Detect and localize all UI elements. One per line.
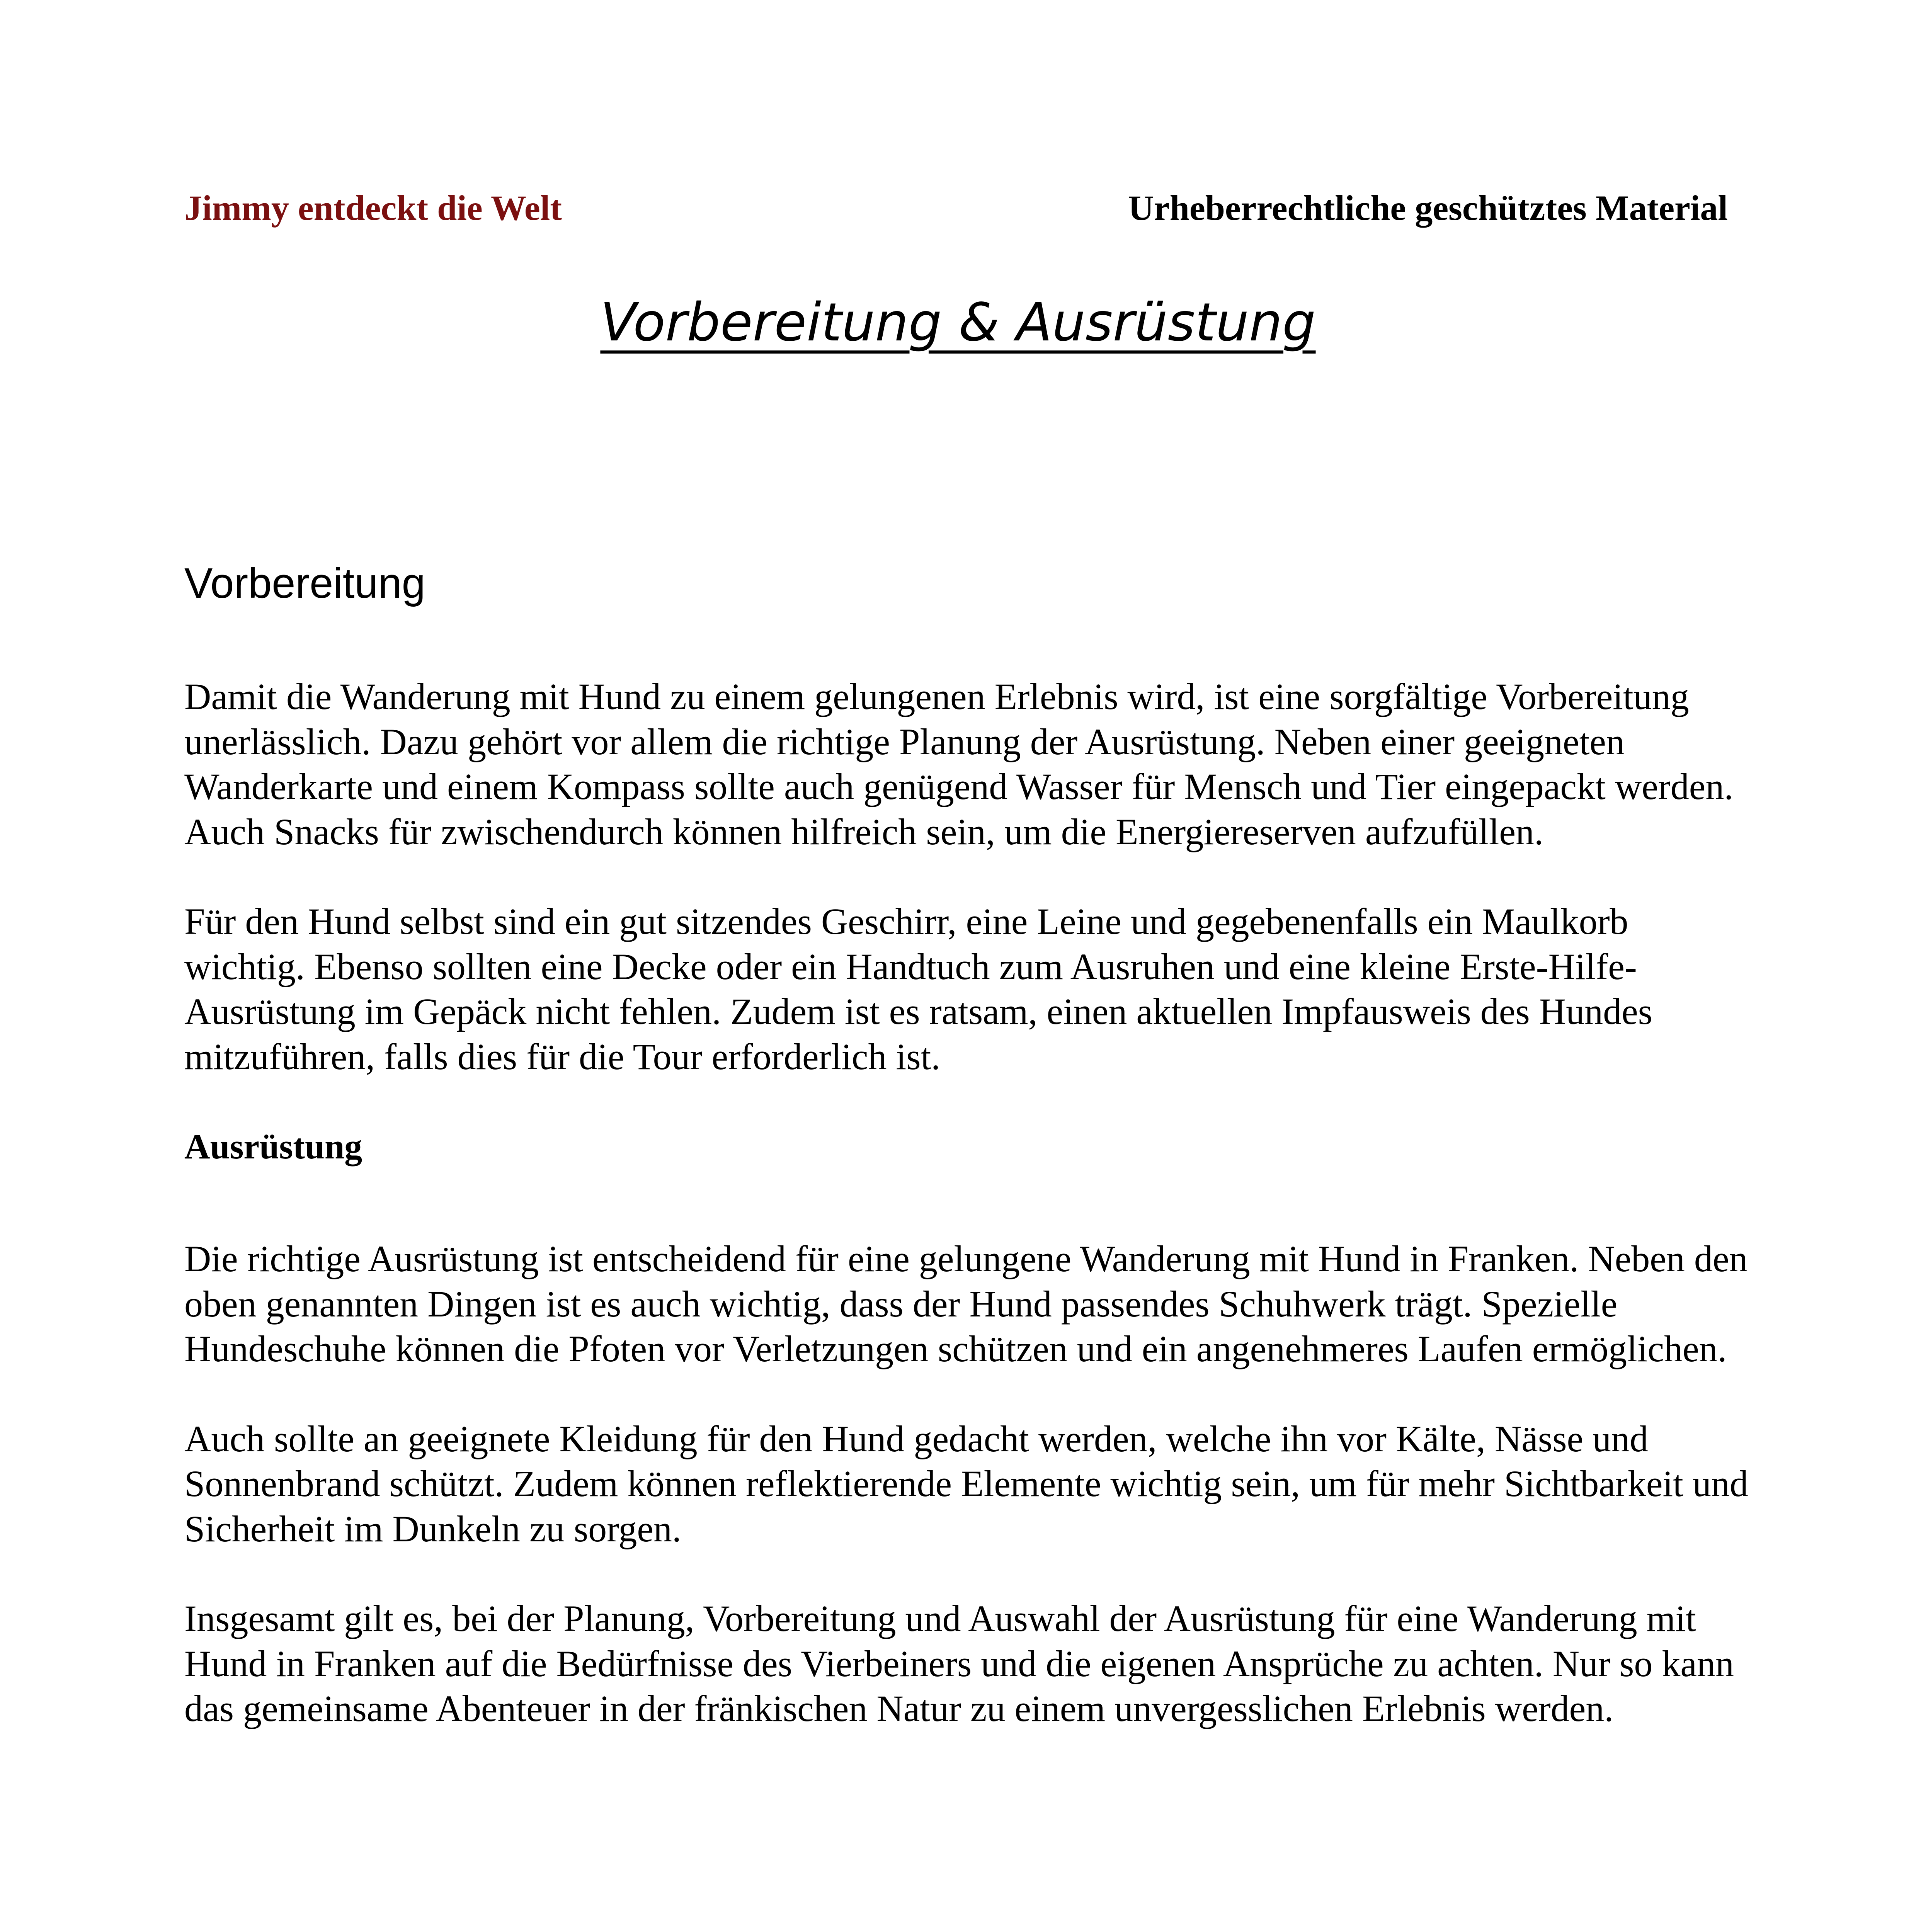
- page-title: Vorbereitung & Ausrüstung: [600, 292, 1316, 353]
- paragraph-vorbereitung-1: Damit die Wanderung mit Hund zu einem gelungenen Erlebnis wird, ist eine sorgfältige Vorbereitung unerlässlich. Dazu gehört vor allem die richtige Planung der Ausrüstung. Neben einer geeigneten Wanderkarte und einem Kompass sollte auch genügend Wasser für Mensch und Tier eingepackt werden. Auch Snacks für zwischendurch können hilfreich sein, um die Energiereserven aufzufüllen.: [184, 676, 1734, 852]
- section-heading-vorbereitung: Vorbereitung: [184, 560, 425, 607]
- subheading-ausruestung: Ausrüstung: [184, 1127, 362, 1166]
- book-title-header: Jimmy entdeckt die Welt: [184, 188, 562, 228]
- paragraph-ausruestung-1: Die richtige Ausrüstung ist entscheidend für eine gelungene Wanderung mit Hund in Franken. Neben den oben genannten Dingen ist es auch wichtig, dass der Hund passendes Schuhwerk trägt. Spezielle Hundeschuhe können die Pfoten vor Verletzungen schützen und ein angenehmeres Laufen ermöglichen.: [184, 1238, 1748, 1369]
- paragraph-vorbereitung-2: Für den Hund selbst sind ein gut sitzendes Geschirr, eine Leine und gegebenenfalls ein Maulkorb wichtig. Ebenso sollten eine Decke oder ein Handtuch zum Ausruhen und eine kleine Erste-Hilfe-Ausrüstung im Gepäck nicht fehlen. Zudem ist es ratsam, einen aktuellen Impfausweis des Hundes mitzuführen, falls dies für die Tour erforderlich ist.: [184, 901, 1653, 1077]
- paragraph-ausruestung-3: Insgesamt gilt es, bei der Planung, Vorbereitung und Auswahl der Ausrüstung für eine Wanderung mit Hund in Franken auf die Bedürfnisse des Vierbeiners und die eigenen Ansprüche zu achten. Nur so kann das gemeinsame Abenteuer in der fränkischen Natur zu einem unvergesslichen Erlebnis werden.: [184, 1598, 1734, 1729]
- body-text: [184, 674, 1753, 1776]
- copyright-notice-header: Urheberrechtliche geschütztes Material: [1128, 188, 1728, 228]
- paragraph-ausruestung-2: Auch sollte an geeignete Kleidung für den Hund gedacht werden, welche ihn vor Kälte, Nässe und Sonnenbrand schützt. Zudem können reflektierende Elemente wichtig sein, um für mehr Sichtbarkeit und Sicherheit im Dunkeln zu sorgen.: [184, 1418, 1748, 1549]
